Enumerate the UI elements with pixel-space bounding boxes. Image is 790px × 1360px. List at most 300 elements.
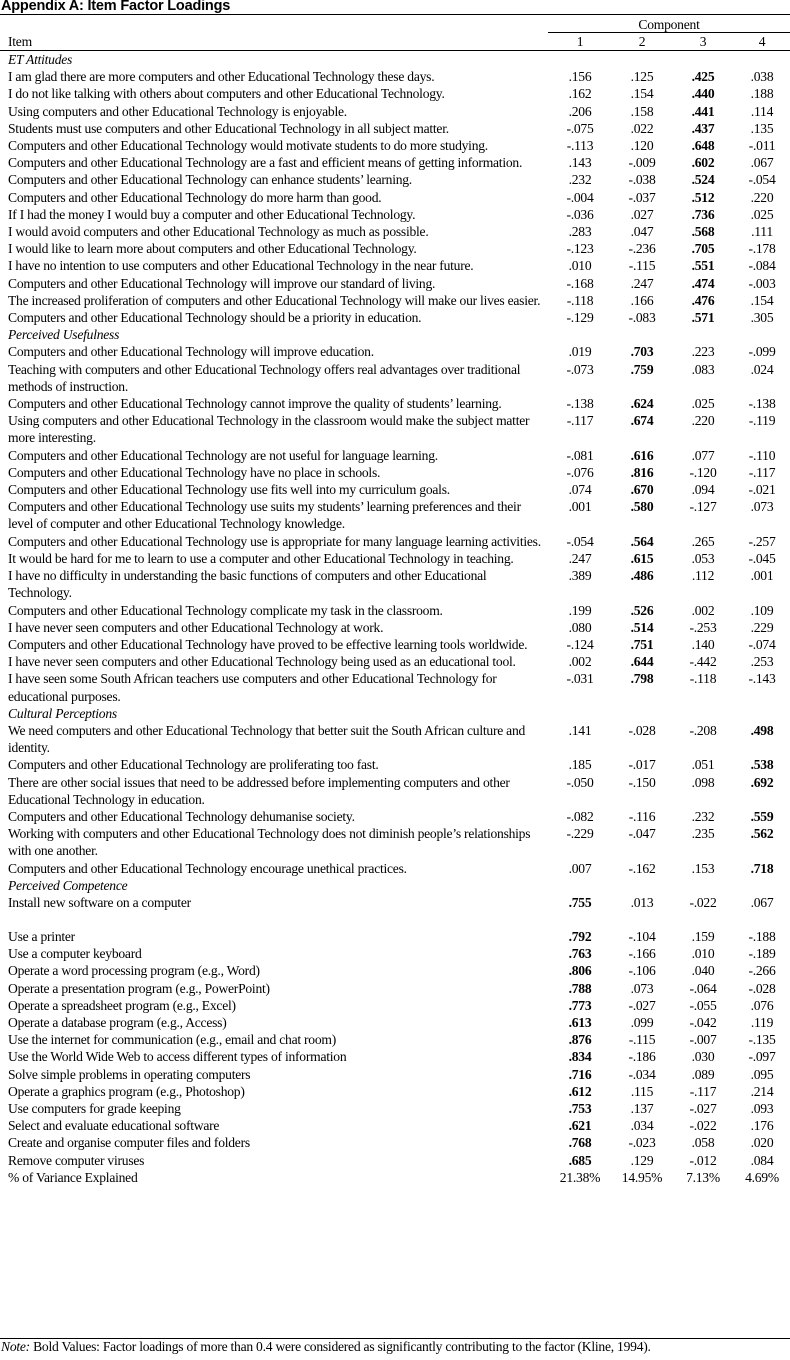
table-row <box>0 120 790 137</box>
loading-value: .154 <box>630 86 654 102</box>
loading-value: -.003 <box>748 275 776 291</box>
loading-value: -.135 <box>748 1032 776 1048</box>
section-title: Cultural Perceptions <box>8 705 117 721</box>
loading-value: -.442 <box>689 654 717 670</box>
item-text: Using computers and other Educational Technology in the classroom would make the subject matter more interesting. <box>8 413 530 446</box>
note-label: Note: <box>1 1339 30 1354</box>
loading-value: .125 <box>630 69 654 85</box>
loading-value: -.253 <box>689 619 717 635</box>
table-row <box>0 1100 790 1117</box>
loading-value: -.042 <box>689 1014 717 1030</box>
item-text: Computers and other Educational Technology are a fast and efficient means of getting information. <box>8 155 523 171</box>
loading-value-significant: .440 <box>691 86 715 102</box>
loading-value-significant: .736 <box>691 206 715 222</box>
item-text: I have never seen computers and other Educational Technology being used as an educational tool. <box>8 654 516 670</box>
loading-value-significant: .486 <box>630 568 654 584</box>
loading-value: .084 <box>750 1152 774 1168</box>
loading-value: -.073 <box>566 361 594 377</box>
item-text: We need computers and other Educational Technology that better suit the South African culture and identity. <box>8 722 526 756</box>
loading-value: -.118 <box>689 671 717 687</box>
loading-value-significant: .615 <box>630 550 654 566</box>
loading-value-significant: .806 <box>568 963 592 979</box>
loading-value: .053 <box>691 550 715 566</box>
table-row <box>0 292 790 309</box>
loading-value-significant: .876 <box>568 1032 592 1048</box>
loading-value: -.129 <box>566 310 594 326</box>
loading-value: .247 <box>630 275 654 291</box>
loading-value-significant: .512 <box>691 189 715 205</box>
appendix-title: Appendix A: Item Factor Loadings <box>1 0 231 14</box>
loading-value-significant: .834 <box>568 1049 592 1065</box>
loading-value: -.257 <box>748 533 776 549</box>
column-header-1: 1 <box>576 34 584 49</box>
loading-value: .220 <box>691 413 715 429</box>
section-title: Perceived Usefulness <box>8 327 120 343</box>
loading-value: -.036 <box>566 206 594 222</box>
loading-value-significant: .718 <box>750 860 774 876</box>
item-text: I have no difficulty in understanding the basic functions of computers and other Educational Technology. <box>8 568 487 601</box>
section-header-row <box>0 51 790 68</box>
loading-value: -.076 <box>566 464 594 480</box>
loading-value-significant: .644 <box>630 654 654 670</box>
loading-value: .232 <box>568 172 592 188</box>
loading-value: .073 <box>630 980 654 996</box>
column-header-2: 2 <box>638 34 646 49</box>
item-text: Computers and other Educational Technology should be a priority in education. <box>8 310 422 326</box>
variance-row <box>0 1169 790 1186</box>
loading-value: .162 <box>568 86 592 102</box>
loading-value: -.037 <box>628 189 656 205</box>
item-text: I have seen some South African teachers use computers and other Educational Technology for educational purposes. <box>8 671 497 704</box>
item-text: Computers and other Educational Technology use fits well into my curriculum goals. <box>8 482 450 498</box>
loading-value: -.027 <box>689 1100 717 1116</box>
loading-value: .185 <box>568 757 592 773</box>
loading-value: -.011 <box>748 138 776 154</box>
loading-value: -.064 <box>689 980 717 996</box>
loading-value: .067 <box>750 155 774 171</box>
table-row <box>0 395 790 412</box>
item-text: Use the internet for communication (e.g., email and chat room) <box>8 1032 337 1048</box>
loading-value: .114 <box>750 103 774 119</box>
loading-value: .253 <box>750 654 774 670</box>
loading-value: -.188 <box>748 928 776 944</box>
loading-value-significant: .751 <box>630 636 654 652</box>
table-row <box>0 1117 790 1134</box>
item-text: Using computers and other Educational Technology is enjoyable. <box>8 103 347 119</box>
component-group-header: Component <box>638 17 700 32</box>
loading-value: .025 <box>691 396 715 412</box>
loading-value-significant: .624 <box>630 396 654 412</box>
item-text: Solve simple problems in operating computers <box>8 1066 251 1082</box>
item-text: Remove computer viruses <box>8 1152 145 1168</box>
table-row <box>0 481 790 498</box>
loading-value: -.034 <box>628 1066 656 1082</box>
item-text: I have never seen computers and other Educational Technology at work. <box>8 619 384 635</box>
loading-value: .013 <box>630 894 654 910</box>
item-text: Computers and other Educational Technology do more harm than good. <box>8 189 382 205</box>
loading-value: -.084 <box>748 258 776 274</box>
loading-value: -.166 <box>628 946 656 962</box>
table-note <box>1 1339 651 1355</box>
loading-value: .223 <box>691 344 715 360</box>
item-text: If I had the money I would buy a computer and other Educational Technology. <box>8 206 416 222</box>
table-row <box>0 103 790 120</box>
variance-value: 7.13% <box>686 1169 720 1185</box>
loading-value: -.104 <box>628 928 656 944</box>
section-header-row <box>0 705 790 722</box>
table-row <box>0 550 790 567</box>
item-text: Computers and other Educational Technology are proliferating too fast. <box>8 757 379 773</box>
table-row <box>0 275 790 292</box>
loading-value: -.120 <box>689 464 717 480</box>
title-rule <box>0 14 790 15</box>
item-text: Working with computers and other Educational Technology does not diminish people’s relationships with one another. <box>8 826 531 859</box>
item-text: It would be hard for me to learn to use a computer and other Educational Technology in teaching. <box>8 550 514 566</box>
loading-value: .214 <box>750 1083 774 1099</box>
loading-value: .135 <box>750 120 774 136</box>
loading-value: .067 <box>750 894 774 910</box>
section-header-row <box>0 877 790 894</box>
loading-value: -.055 <box>689 997 717 1013</box>
loading-value-significant: .602 <box>691 155 715 171</box>
loading-value: .098 <box>691 774 715 790</box>
loading-value: -.186 <box>628 1049 656 1065</box>
loading-value: .232 <box>691 808 715 824</box>
loading-value-significant: .674 <box>630 413 654 429</box>
loading-value: -.007 <box>689 1032 717 1048</box>
loading-value: -.004 <box>566 189 594 205</box>
loading-value: .038 <box>750 69 774 85</box>
loading-value: -.028 <box>628 722 656 738</box>
loading-value-significant: .571 <box>691 310 715 326</box>
loading-value: .001 <box>750 568 774 584</box>
table-row <box>0 171 790 188</box>
table-row <box>0 223 790 240</box>
loading-value-significant: .514 <box>630 619 654 635</box>
table-row <box>0 85 790 102</box>
loading-value: -.168 <box>566 275 594 291</box>
loading-value: -.106 <box>628 963 656 979</box>
loading-value-significant: .498 <box>750 722 774 738</box>
loading-value: .140 <box>691 636 715 652</box>
loading-value: -.031 <box>566 671 594 687</box>
table-row <box>0 1014 790 1031</box>
loading-value-significant: .613 <box>568 1014 592 1030</box>
item-text: There are other social issues that need to be addressed before implementing computers and other Educational Technology in education. <box>8 774 510 807</box>
loading-value: -.075 <box>566 120 594 136</box>
table-row <box>0 653 790 670</box>
loading-value: .076 <box>750 997 774 1013</box>
loading-value: .166 <box>630 292 654 308</box>
loading-value-significant: .437 <box>691 120 715 136</box>
loading-value-significant: .526 <box>630 602 654 618</box>
item-text: Computers and other Educational Technology are not useful for language learning. <box>8 447 438 463</box>
table-row <box>0 670 790 704</box>
loading-value-significant: .524 <box>691 172 715 188</box>
loading-value-significant: .755 <box>568 894 592 910</box>
loading-value: .002 <box>568 654 592 670</box>
loading-value: .040 <box>691 963 715 979</box>
loading-value: .047 <box>630 224 654 240</box>
item-text: Use a computer keyboard <box>8 946 142 962</box>
header-rule <box>0 50 790 51</box>
loading-value: -.119 <box>748 413 776 429</box>
loading-value: .080 <box>568 619 592 635</box>
loading-value: .154 <box>750 292 774 308</box>
table-row <box>0 206 790 223</box>
loading-value: .022 <box>630 120 654 136</box>
table-row <box>0 825 790 859</box>
loading-value: .305 <box>750 310 774 326</box>
table-row <box>0 962 790 979</box>
loading-value: -.083 <box>628 310 656 326</box>
loading-value-significant: .474 <box>691 275 715 291</box>
table-row <box>0 1066 790 1083</box>
loading-value: -.009 <box>628 155 656 171</box>
loading-value: -.123 <box>566 241 594 257</box>
loading-value: .010 <box>691 946 715 962</box>
loading-value: .199 <box>568 602 592 618</box>
loading-value-significant: .788 <box>568 980 592 996</box>
loading-value: .235 <box>691 826 715 842</box>
table-row <box>0 567 790 601</box>
loading-value-significant: .616 <box>630 447 654 463</box>
loading-value: -.021 <box>748 482 776 498</box>
table-row <box>0 68 790 85</box>
loading-value: .206 <box>568 103 592 119</box>
loading-value: -.054 <box>748 172 776 188</box>
loading-value: .099 <box>630 1014 654 1030</box>
loading-value: .188 <box>750 86 774 102</box>
loading-value: .220 <box>750 189 774 205</box>
loading-value: .137 <box>630 1100 654 1116</box>
item-text: I would like to learn more about computers and other Educational Technology. <box>8 241 417 257</box>
item-column-header: Item <box>8 34 32 49</box>
item-text: Use the World Wide Web to access different types of information <box>8 1049 347 1065</box>
loading-value: .129 <box>630 1152 654 1168</box>
loading-value: -.054 <box>566 533 594 549</box>
table-row <box>0 498 790 532</box>
item-text: Computers and other Educational Technology complicate my task in the classroom. <box>8 602 443 618</box>
item-text: Use computers for grade keeping <box>8 1100 181 1116</box>
loading-value: -.099 <box>748 344 776 360</box>
loading-value: -.022 <box>689 1118 717 1134</box>
loading-value: -.266 <box>748 963 776 979</box>
factor-loadings-table <box>0 16 790 1186</box>
section-header-row <box>0 326 790 343</box>
loading-value: .093 <box>750 1100 774 1116</box>
loading-value-significant: .763 <box>568 946 592 962</box>
table-row <box>0 860 790 877</box>
loading-value-significant: .768 <box>568 1135 592 1151</box>
loading-value: .115 <box>630 1083 654 1099</box>
loading-value: .083 <box>691 361 715 377</box>
table-row <box>0 189 790 206</box>
item-text: Operate a presentation program (e.g., PowerPoint) <box>8 980 270 996</box>
loading-value: -.118 <box>566 292 594 308</box>
loading-value: -.138 <box>748 396 776 412</box>
table-row <box>0 894 790 928</box>
loading-value: .058 <box>691 1135 715 1151</box>
loading-value: .265 <box>691 533 715 549</box>
loading-value: -.189 <box>748 946 776 962</box>
loading-value: .020 <box>750 1135 774 1151</box>
table-row <box>0 1048 790 1065</box>
loading-value: .111 <box>751 224 773 240</box>
item-text: Computers and other Educational Technology use suits my students’ learning preferences and their level of computer and other Educational Technology knowledge. <box>8 499 521 532</box>
loading-value-significant: .621 <box>568 1118 592 1134</box>
item-text: Operate a database program (e.g., Access) <box>8 1014 227 1030</box>
item-text: I have no intention to use computers and other Educational Technology in the near future. <box>8 258 474 274</box>
loading-value: .176 <box>750 1118 774 1134</box>
loading-value: .229 <box>750 619 774 635</box>
loading-value: .159 <box>691 928 715 944</box>
variance-value: 14.95% <box>621 1169 663 1185</box>
loading-value: -.143 <box>748 671 776 687</box>
item-text: Computers and other Educational Technology can enhance students’ learning. <box>8 172 412 188</box>
item-text: Computers and other Educational Technology use is appropriate for many language learning activities. <box>8 533 541 549</box>
variance-label: % of Variance Explained <box>8 1169 138 1185</box>
loading-value-significant: .703 <box>630 344 654 360</box>
item-text: I am glad there are more computers and other Educational Technology these days. <box>8 69 435 85</box>
table-row <box>0 945 790 962</box>
loading-value: -.074 <box>748 636 776 652</box>
item-text: Computers and other Educational Technology will improve our standard of living. <box>8 275 436 291</box>
item-text: Use a printer <box>8 928 75 944</box>
item-text: Students must use computers and other Educational Technology in all subject matter. <box>8 120 449 136</box>
loading-value-significant: .564 <box>630 533 654 549</box>
loading-value-significant: .759 <box>630 361 654 377</box>
item-text: I do not like talking with others about computers and other Educational Technology. <box>8 86 445 102</box>
component-underline <box>548 32 790 33</box>
table-row <box>0 257 790 274</box>
table-row <box>0 137 790 154</box>
loading-value: -.236 <box>628 241 656 257</box>
table-row <box>0 602 790 619</box>
loading-value-significant: .441 <box>691 103 715 119</box>
item-text: Operate a spreadsheet program (e.g., Excel) <box>8 997 236 1013</box>
item-text: Computers and other Educational Technology have no place in schools. <box>8 464 381 480</box>
section-title: Perceived Competence <box>8 877 128 893</box>
loading-value: -.017 <box>628 757 656 773</box>
loading-value-significant: .705 <box>691 241 715 257</box>
table-row <box>0 1083 790 1100</box>
item-text: Select and evaluate educational software <box>8 1118 220 1134</box>
item-text: Install new software on a computer <box>8 894 191 910</box>
loading-value: -.027 <box>628 997 656 1013</box>
table-row <box>0 447 790 464</box>
loading-value: .001 <box>568 499 592 515</box>
loading-value-significant: .685 <box>568 1152 592 1168</box>
loading-value: .010 <box>568 258 592 274</box>
loading-value-significant: .562 <box>750 826 774 842</box>
column-header-4: 4 <box>758 34 766 49</box>
item-text: Computers and other Educational Technology encourage unethical practices. <box>8 860 407 876</box>
loading-value-significant: .538 <box>750 757 774 773</box>
table-row <box>0 774 790 808</box>
loading-value: -.022 <box>689 894 717 910</box>
loading-value: -.047 <box>628 826 656 842</box>
item-text: Operate a word processing program (e.g., Word) <box>8 963 260 979</box>
loading-value: .034 <box>630 1118 654 1134</box>
loading-value-significant: .568 <box>691 224 715 240</box>
loading-value: .141 <box>568 722 592 738</box>
loading-value: .030 <box>691 1049 715 1065</box>
item-text: Teaching with computers and other Educational Technology offers real advantages over traditional methods of instruction. <box>8 361 521 394</box>
table-row <box>0 928 790 945</box>
item-text: Computers and other Educational Technology dehumanise society. <box>8 808 355 824</box>
item-text: I would avoid computers and other Educational Technology as much as possible. <box>8 224 429 240</box>
loading-value-significant: .476 <box>691 292 715 308</box>
loading-value-significant: .425 <box>691 69 715 85</box>
component-header-row <box>0 16 790 33</box>
loading-value-significant: .580 <box>630 499 654 515</box>
loading-value: -.045 <box>748 550 776 566</box>
loading-value: .019 <box>568 344 592 360</box>
note-text: Bold Values: Factor loadings of more than 0.4 were considered as significantly contributing to the factor (Kline, 1994). <box>29 1339 651 1354</box>
loading-value: -.097 <box>748 1049 776 1065</box>
item-text: Computers and other Educational Technology cannot improve the quality of students’ learning. <box>8 396 502 412</box>
table-row <box>0 636 790 653</box>
loading-value: .389 <box>568 568 592 584</box>
loading-value: .051 <box>691 757 715 773</box>
item-text: Operate a graphics program (e.g., Photoshop) <box>8 1083 245 1099</box>
loading-value-significant: .559 <box>750 808 774 824</box>
column-header-3: 3 <box>699 34 707 49</box>
loading-value-significant: .753 <box>568 1100 592 1116</box>
loading-value-significant: .773 <box>568 997 592 1013</box>
table-row <box>0 980 790 997</box>
loading-value: -.162 <box>628 860 656 876</box>
loading-value: .089 <box>691 1066 715 1082</box>
loading-value: .077 <box>691 447 715 463</box>
item-text: Computers and other Educational Technology have proved to be effective learning tools worldwide. <box>8 636 528 652</box>
loading-value: -.012 <box>689 1152 717 1168</box>
table-row <box>0 997 790 1014</box>
loading-value: -.023 <box>628 1135 656 1151</box>
table-body <box>0 51 790 1169</box>
table-row <box>0 361 790 395</box>
loading-value: -.082 <box>566 808 594 824</box>
loading-value: -.229 <box>566 826 594 842</box>
loading-value: -.117 <box>748 464 776 480</box>
column-header-row <box>0 33 790 50</box>
loading-value: .024 <box>750 361 774 377</box>
loading-value: -.150 <box>628 774 656 790</box>
loading-value: .120 <box>630 138 654 154</box>
loading-value: .074 <box>568 482 592 498</box>
table-row <box>0 154 790 171</box>
table-row <box>0 808 790 825</box>
loading-value: .112 <box>691 568 715 584</box>
loading-value: -.028 <box>748 980 776 996</box>
loading-value: .153 <box>691 860 715 876</box>
table-row <box>0 309 790 326</box>
loading-value: -.113 <box>566 138 594 154</box>
loading-value: .007 <box>568 860 592 876</box>
loading-value: .094 <box>691 482 715 498</box>
loading-value: .002 <box>691 602 715 618</box>
loading-value: .095 <box>750 1066 774 1082</box>
item-text: Create and organise computer files and folders <box>8 1135 250 1151</box>
item-text: The increased proliferation of computers and other Educational Technology will make our lives easier. <box>8 292 541 308</box>
loading-value: .158 <box>630 103 654 119</box>
loading-value: .073 <box>750 499 774 515</box>
loading-value: .143 <box>568 155 592 171</box>
table-row <box>0 619 790 636</box>
loading-value: -.208 <box>689 722 717 738</box>
loading-value: -.115 <box>628 258 656 274</box>
